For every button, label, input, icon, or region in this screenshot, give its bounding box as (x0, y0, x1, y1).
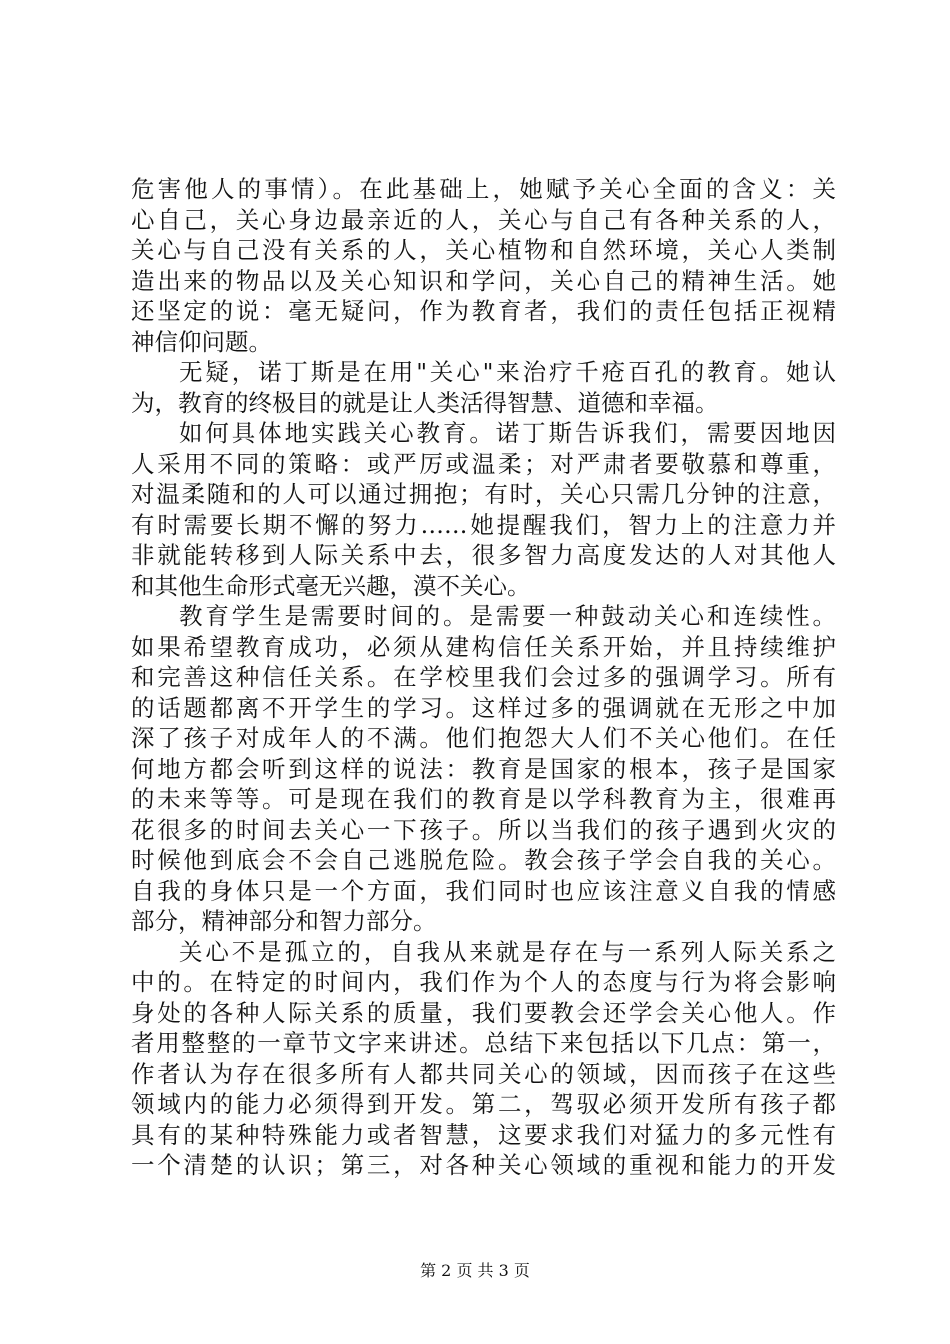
text-line: 的话题都离不开学生的学习。这样过多的强调就在无形之中加 (131, 693, 836, 722)
text-line: 如果希望教育成功，必须从建构信任关系开始，并且持续维护 (131, 632, 836, 661)
text-line: 还坚定的说：毫无疑问，作为教育者，我们的责任包括正视精 (131, 297, 836, 325)
paragraph-first-line: 教育学生是需要时间的。是需要一种鼓动关心和连续性。 (179, 602, 836, 630)
text-line: 有时需要长期不懈的努力……她提醒我们，智力上的注意力并 (131, 510, 836, 539)
text-line: 非就能转移到人际关系中去，很多智力高度发达的人对其他人 (131, 541, 836, 569)
text-line: 何地方都会听到这样的说法：教育是国家的根本，孩子是国家 (131, 754, 836, 783)
text-line: 人采用不同的策略：或严厉或温柔；对严肃者要敬慕和尊重， (131, 449, 836, 478)
text-line: 危害他人的事情）。在此基础上，她赋予关心全面的含义：关 (131, 175, 836, 203)
paragraph-first-line: 如何具体地实践关心教育。诺丁斯告诉我们，需要因地因 (179, 419, 836, 447)
paragraph-first-line: 无疑，诺丁斯是在用"关心"来治疗千疮百孔的教育。她认 (179, 358, 836, 386)
text-line: 关心与自己没有关系的人，关心植物和自然环境，关心人类制 (131, 236, 836, 264)
text-line: 自我的身体只是一个方面，我们同时也应该注意义自我的情感 (131, 876, 836, 905)
text-line: 一个清楚的认识；第三，对各种关心领域的重视和能力的开发 (131, 1151, 836, 1179)
text-line: 具有的某种特殊能力或者智慧，这要求我们对猛力的多元性有 (131, 1120, 836, 1149)
text-line: 花很多的时间去关心一下孩子。所以当我们的孩子遇到火灾的 (131, 815, 836, 844)
document-body (131, 174, 836, 1181)
text-line: 者用整整的一章节文字来讲述。总结下来包括以下几点：第一， (131, 1029, 836, 1057)
text-line: 身处的各种人际关系的质量，我们要教会还学会关心他人。作 (131, 998, 836, 1027)
text-line: 造出来的物品以及关心知识和学问，关心自己的精神生活。她 (131, 266, 836, 295)
text-line: 的未来等等。可是现在我们的教育是以学科教育为主，很难再 (131, 785, 836, 813)
text-line: 为，教育的终极目的就是让人类活得智慧、道德和幸福。 (131, 388, 719, 417)
text-line: 对温柔随和的人可以通过拥抱；有时，关心只需几分钟的注意， (131, 480, 836, 508)
paragraph-first-line: 关心不是孤立的，自我从来就是存在与一系列人际关系之 (179, 937, 836, 966)
text-line: 和其他生命形式毫无兴趣，漠不关心。 (131, 571, 531, 600)
text-line: 部分，精神部分和智力部分。 (131, 907, 437, 935)
text-line: 作者认为存在很多所有人都共同关心的领域，因而孩子在这些 (131, 1059, 836, 1088)
text-line: 深了孩子对成年人的不满。他们抱怨大人们不关心他们。在任 (131, 724, 836, 752)
text-line: 时候他到底会不会自己逃脱危险。教会孩子学会自我的关心。 (131, 846, 836, 874)
text-line: 中的。在特定的时间内，我们作为个人的态度与行为将会影响 (131, 968, 836, 996)
text-line: 和完善这种信任关系。在学校里我们会过多的强调学习。所有 (131, 663, 836, 691)
text-line: 神信仰问题。 (131, 327, 272, 356)
page-number: 第 2 页 共 3 页 (420, 1261, 530, 1280)
text-line: 心自己，关心身边最亲近的人，关心与自己有各种关系的人， (131, 205, 836, 234)
page-footer (0, 1258, 950, 1281)
text-line: 领域内的能力必须得到开发。第二，驾驭必须开发所有孩子都 (131, 1090, 836, 1118)
